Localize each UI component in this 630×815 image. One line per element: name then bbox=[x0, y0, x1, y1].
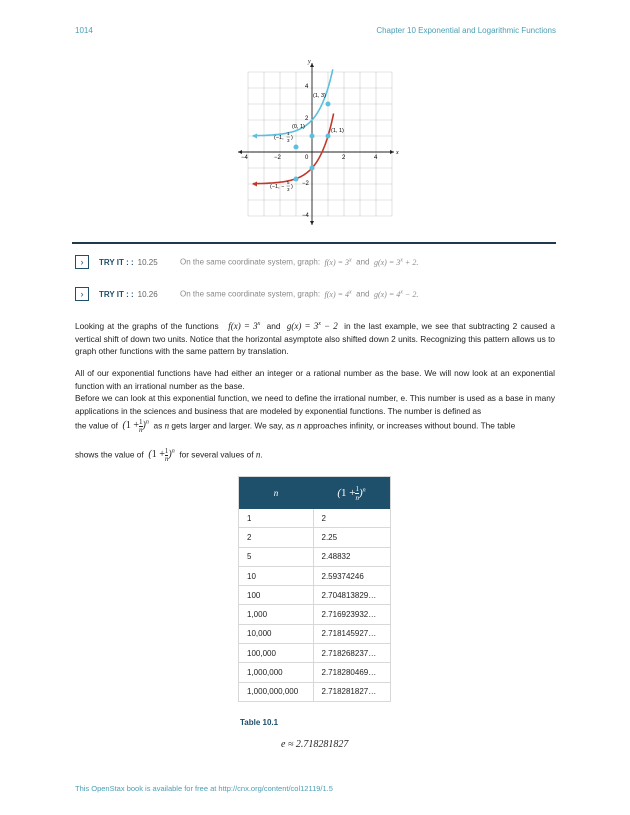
paragraph-table-intro: shows the value of (1 + $\frac{1}{n}$ )$^n$ for several values of n. bbox=[75, 446, 263, 463]
section-divider bbox=[72, 242, 556, 244]
label-neg1-53-den: 3 bbox=[287, 187, 290, 192]
point-g-1 bbox=[326, 134, 331, 139]
table-caption: Table 10.1 bbox=[240, 718, 279, 727]
point-f-0 bbox=[310, 134, 315, 139]
g-expression: $g(x) = 4^x - 2$. bbox=[373, 289, 419, 299]
chapter-title: Chapter 10 Exponential and Logarithmic Functions bbox=[376, 26, 556, 35]
try-it-task bbox=[180, 289, 418, 299]
cell-n: 1,000,000,000 bbox=[239, 682, 314, 701]
cell-n: 10 bbox=[239, 566, 314, 585]
try-it-number: 10.25 bbox=[137, 257, 158, 267]
chevron-right-icon[interactable]: › bbox=[75, 287, 89, 301]
table-row bbox=[239, 605, 391, 624]
page-number: 1014 bbox=[75, 26, 93, 35]
y-axis-arrow-down-icon bbox=[310, 221, 314, 225]
tick-x-4: 4 bbox=[374, 155, 378, 161]
table-row bbox=[239, 682, 391, 701]
tick-y-4: 4 bbox=[305, 84, 309, 90]
label-neg1-53-close: ) bbox=[291, 184, 293, 190]
g-curve-arrow-left-icon bbox=[252, 182, 257, 187]
cell-n: 1 bbox=[239, 509, 314, 528]
e-equation: e ≈ 2.718281827 bbox=[281, 739, 349, 750]
cell-value: 2.704813829… bbox=[313, 586, 391, 605]
table-row bbox=[239, 644, 391, 663]
try-it-task bbox=[180, 257, 418, 267]
axis-y-label: y bbox=[308, 59, 311, 65]
point-g-0 bbox=[310, 166, 315, 171]
label-neg1-53-pre: (−1, − bbox=[270, 184, 285, 190]
cell-n: 5 bbox=[239, 547, 314, 566]
paragraph-irrational-base: All of our exponential functions have had either an integer or a rational number as the base. We will now look at an exponential function with an irrational number as the base. bbox=[75, 368, 555, 391]
cell-value: 2.718268237… bbox=[313, 644, 391, 663]
tick-origin: 0 bbox=[305, 155, 309, 161]
try-it-10-25 bbox=[75, 255, 419, 269]
table-row bbox=[239, 586, 391, 605]
cell-value: 2.718145927… bbox=[313, 624, 391, 643]
label-1-1: (1, 1) bbox=[331, 128, 344, 134]
tick-x-neg2: −2 bbox=[274, 155, 281, 161]
cell-n: 2 bbox=[239, 528, 314, 547]
header-n: n bbox=[239, 477, 314, 510]
point-g-neg1 bbox=[294, 177, 299, 182]
table-row bbox=[239, 528, 391, 547]
chevron-right-icon[interactable]: › bbox=[75, 255, 89, 269]
cell-n: 100,000 bbox=[239, 644, 314, 663]
label-1-3: (1, 3) bbox=[313, 93, 326, 99]
cell-n: 1,000,000 bbox=[239, 663, 314, 682]
table-row bbox=[239, 509, 391, 528]
cell-value: 2 bbox=[313, 509, 391, 528]
cell-value: 2.59374246 bbox=[313, 566, 391, 585]
table-row bbox=[239, 547, 391, 566]
table-row bbox=[239, 663, 391, 682]
exponential-graph bbox=[230, 55, 400, 230]
f-expression: $f(x) = 4^x$ bbox=[324, 289, 352, 299]
paragraph-define-e: Before we can look at this exponential function, we need to define the irrational number, e. This number is used as a base in many applications in the sciences and business that are modeled by exponential functions. The number is defined as the value of (1 + $\frac{1}{n}$ )$^n$ as n gets larger and larger. We say, as n approaches infinity, or increases without bound. The table bbox=[75, 393, 555, 434]
label-0-1: (0, 1) bbox=[292, 124, 305, 130]
f-expression: $f(x) = 3^x$ bbox=[324, 257, 352, 267]
task-and: and bbox=[356, 257, 370, 267]
g-expression: $g(x) = 3^x + 2$. bbox=[373, 257, 419, 267]
cell-n: 1,000 bbox=[239, 605, 314, 624]
cell-value: 2.718281827… bbox=[313, 682, 391, 701]
tick-x-2: 2 bbox=[342, 155, 346, 161]
task-and: and bbox=[356, 289, 370, 299]
try-it-label: TRY IT : : bbox=[99, 289, 134, 299]
point-f-1 bbox=[326, 102, 331, 107]
tick-y-neg2: −2 bbox=[302, 181, 309, 187]
table-row bbox=[239, 566, 391, 585]
cell-value: 2.48832 bbox=[313, 547, 391, 566]
label-neg1-third-den: 3 bbox=[287, 138, 290, 143]
e-approximation-table bbox=[238, 476, 391, 702]
tick-x-neg4: −4 bbox=[241, 155, 248, 161]
cell-value: 2.25 bbox=[313, 528, 391, 547]
try-it-label: TRY IT : : bbox=[99, 257, 134, 267]
axis-x-label: x bbox=[396, 150, 399, 156]
f-curve-arrow-left-icon bbox=[252, 134, 257, 139]
label-neg1-third-num: 1 bbox=[287, 131, 290, 136]
footer-link[interactable]: This OpenStax book is available for free at http://cnx.org/content/col12119/1.5 bbox=[75, 784, 333, 793]
label-neg1-53-num: 5 bbox=[287, 180, 290, 185]
tick-y-neg4: −4 bbox=[302, 213, 309, 219]
tick-y-2: 2 bbox=[305, 116, 309, 122]
try-it-10-26 bbox=[75, 287, 419, 301]
x-axis-arrow-left-icon bbox=[238, 150, 242, 154]
cell-n: 100 bbox=[239, 586, 314, 605]
paragraph-translation: Looking at the graphs of the functions $f(x) = 3^x$ and $g(x) = 3^x - 2$ in the last example, we see that subtracting 2 caused a vertical shift of down two units. Notice that the horizontal asymptote also shifted down 2 units. Recognizing this pattern allows us to graph other functions with the same pattern by translation. bbox=[75, 321, 556, 356]
header-expression: (1 + $\frac{1}{n}$ )$^n$ bbox=[313, 477, 391, 510]
cell-n: 10,000 bbox=[239, 624, 314, 643]
cell-value: 2.716923932… bbox=[313, 605, 391, 624]
try-it-number: 10.26 bbox=[137, 289, 158, 299]
label-neg1-third-close: ) bbox=[291, 135, 293, 141]
table-row bbox=[239, 624, 391, 643]
task-text: On the same coordinate system, graph: bbox=[180, 257, 321, 267]
task-text: On the same coordinate system, graph: bbox=[180, 289, 321, 299]
point-f-neg1 bbox=[294, 145, 299, 150]
cell-value: 2.718280469… bbox=[313, 663, 391, 682]
label-neg1-third-pre: (−1, bbox=[274, 135, 284, 141]
